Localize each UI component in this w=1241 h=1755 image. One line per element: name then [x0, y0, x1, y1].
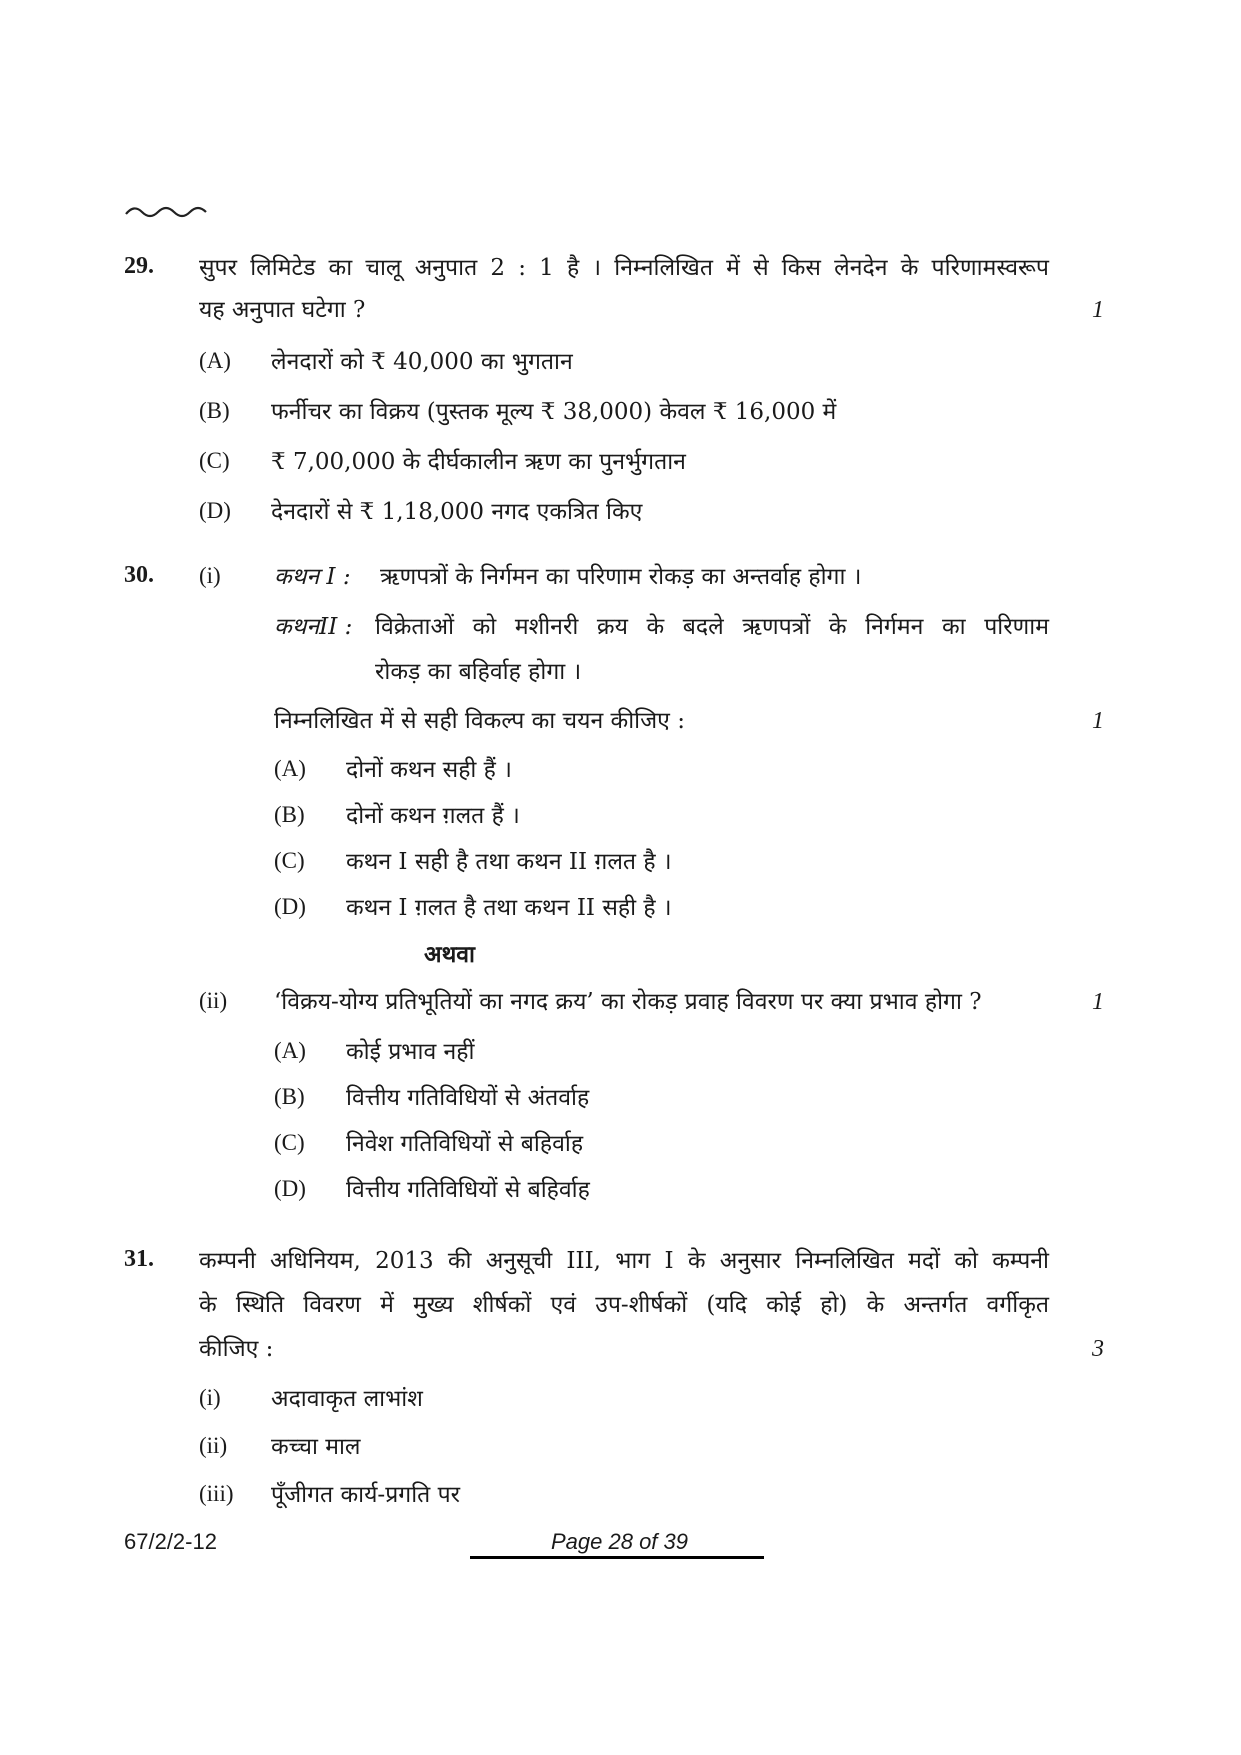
- option-text: कोई प्रभाव नहीं: [346, 1039, 475, 1065]
- option-text: वित्तीय गतिविधियों से बहिर्वाह: [346, 1177, 590, 1203]
- marks: 1: [1092, 297, 1104, 323]
- option-label: (B): [274, 802, 305, 827]
- statement-2-text: विक्रेताओं को मशीनरी क्रय के बदले ऋणपत्रों के निर्गमन का परिणाम: [375, 614, 1049, 640]
- statement-1-label: कथन I :: [274, 564, 351, 590]
- option-label: (C): [274, 848, 305, 873]
- question-text-line: कीजिए :: [199, 1336, 274, 1362]
- option-label: (A): [274, 1038, 306, 1063]
- part-label: (i): [199, 563, 221, 588]
- item-text: अदावाकृत लाभांश: [271, 1386, 423, 1412]
- option-text: लेनदारों को ₹ 40,000 का भुगतान: [271, 349, 573, 375]
- option-text: दोनों कथन ग़लत हैं ।: [346, 803, 520, 829]
- option-text: कथन I ग़लत है तथा कथन II सही है ।: [346, 895, 672, 921]
- option-text: दोनों कथन सही हैं ।: [346, 757, 512, 783]
- option-text: ₹ 7,00,000 के दीर्घकालीन ऋण का पुनर्भुगतान: [271, 449, 686, 475]
- option-label: (D): [274, 1176, 306, 1201]
- question-text-line: कम्पनी अधिनियम, 2013 की अनुसूची III, भाग I के अनुसार निम्नलिखित मदों को कम्पनी: [199, 1248, 1049, 1274]
- statement-1-text: ऋणपत्रों के निर्गमन का परिणाम रोकड़ का अन्तर्वाह होगा ।: [380, 564, 862, 590]
- part-label: (ii): [199, 988, 228, 1013]
- question-text-line: के स्थिति विवरण में मुख्य शीर्षकों एवं उप-शीर्षकों (यदि कोई हो) के अन्तर्गत वर्गीकृत: [199, 1292, 1049, 1318]
- statement-2-label: कथनII :: [274, 614, 353, 640]
- option-text: निवेश गतिविधियों से बहिर्वाह: [346, 1131, 584, 1157]
- option-label: (D): [199, 498, 231, 523]
- instruction-text: निम्नलिखित में से सही विकल्प का चयन कीजिए :: [274, 708, 685, 734]
- option-label: (C): [274, 1130, 305, 1155]
- marks: 1: [1092, 708, 1104, 734]
- option-label: (D): [274, 894, 306, 919]
- item-text: पूँजीगत कार्य-प्रगति पर: [271, 1482, 461, 1508]
- option-text: कथन I सही है तथा कथन II ग़लत है ।: [346, 849, 672, 875]
- statement-2-text: रोकड़ का बहिर्वाह होगा ।: [375, 659, 582, 685]
- question-text: ‘विक्रय-योग्य प्रतिभूतियों का नगद क्रय’ का रोकड़ प्रवाह विवरण पर क्या प्रभाव होगा ?: [274, 989, 982, 1015]
- paper-code: 67/2/2-12: [124, 1529, 217, 1554]
- question-text-line: सुपर लिमिटेड का चालू अनुपात 2 : 1 है । निम्नलिखित में से किस लेनदेन के परिणामस्वरूप: [199, 255, 1049, 281]
- question-number: 31.: [124, 1246, 154, 1272]
- item-label: (ii): [199, 1433, 228, 1458]
- option-label: (A): [199, 348, 231, 373]
- question-text-line: यह अनुपात घटेगा ?: [199, 297, 366, 323]
- item-text: कच्चा माल: [271, 1434, 361, 1460]
- question-number: 29.: [124, 253, 154, 279]
- page-number: Page 28 of 39: [551, 1529, 689, 1554]
- option-label: (C): [199, 448, 230, 473]
- item-label: (i): [199, 1385, 221, 1410]
- option-text: वित्तीय गतिविधियों से अंतर्वाह: [346, 1085, 590, 1111]
- marks: 3: [1092, 1336, 1104, 1362]
- footer-divider: [470, 1556, 764, 1559]
- option-label: (B): [199, 398, 230, 423]
- wavy-mark-icon: [124, 200, 214, 222]
- marks: 1: [1092, 989, 1104, 1015]
- option-label: (A): [274, 756, 306, 781]
- question-number: 30.: [124, 562, 154, 588]
- option-text: देनदारों से ₹ 1,18,000 नगद एकत्रित किए: [271, 499, 643, 525]
- or-separator: अथवा: [424, 941, 476, 968]
- item-label: (iii): [199, 1481, 234, 1506]
- option-label: (B): [274, 1084, 305, 1109]
- option-text: फर्नीचर का विक्रय (पुस्तक मूल्य ₹ 38,000) केवल ₹ 16,000 में: [271, 399, 837, 425]
